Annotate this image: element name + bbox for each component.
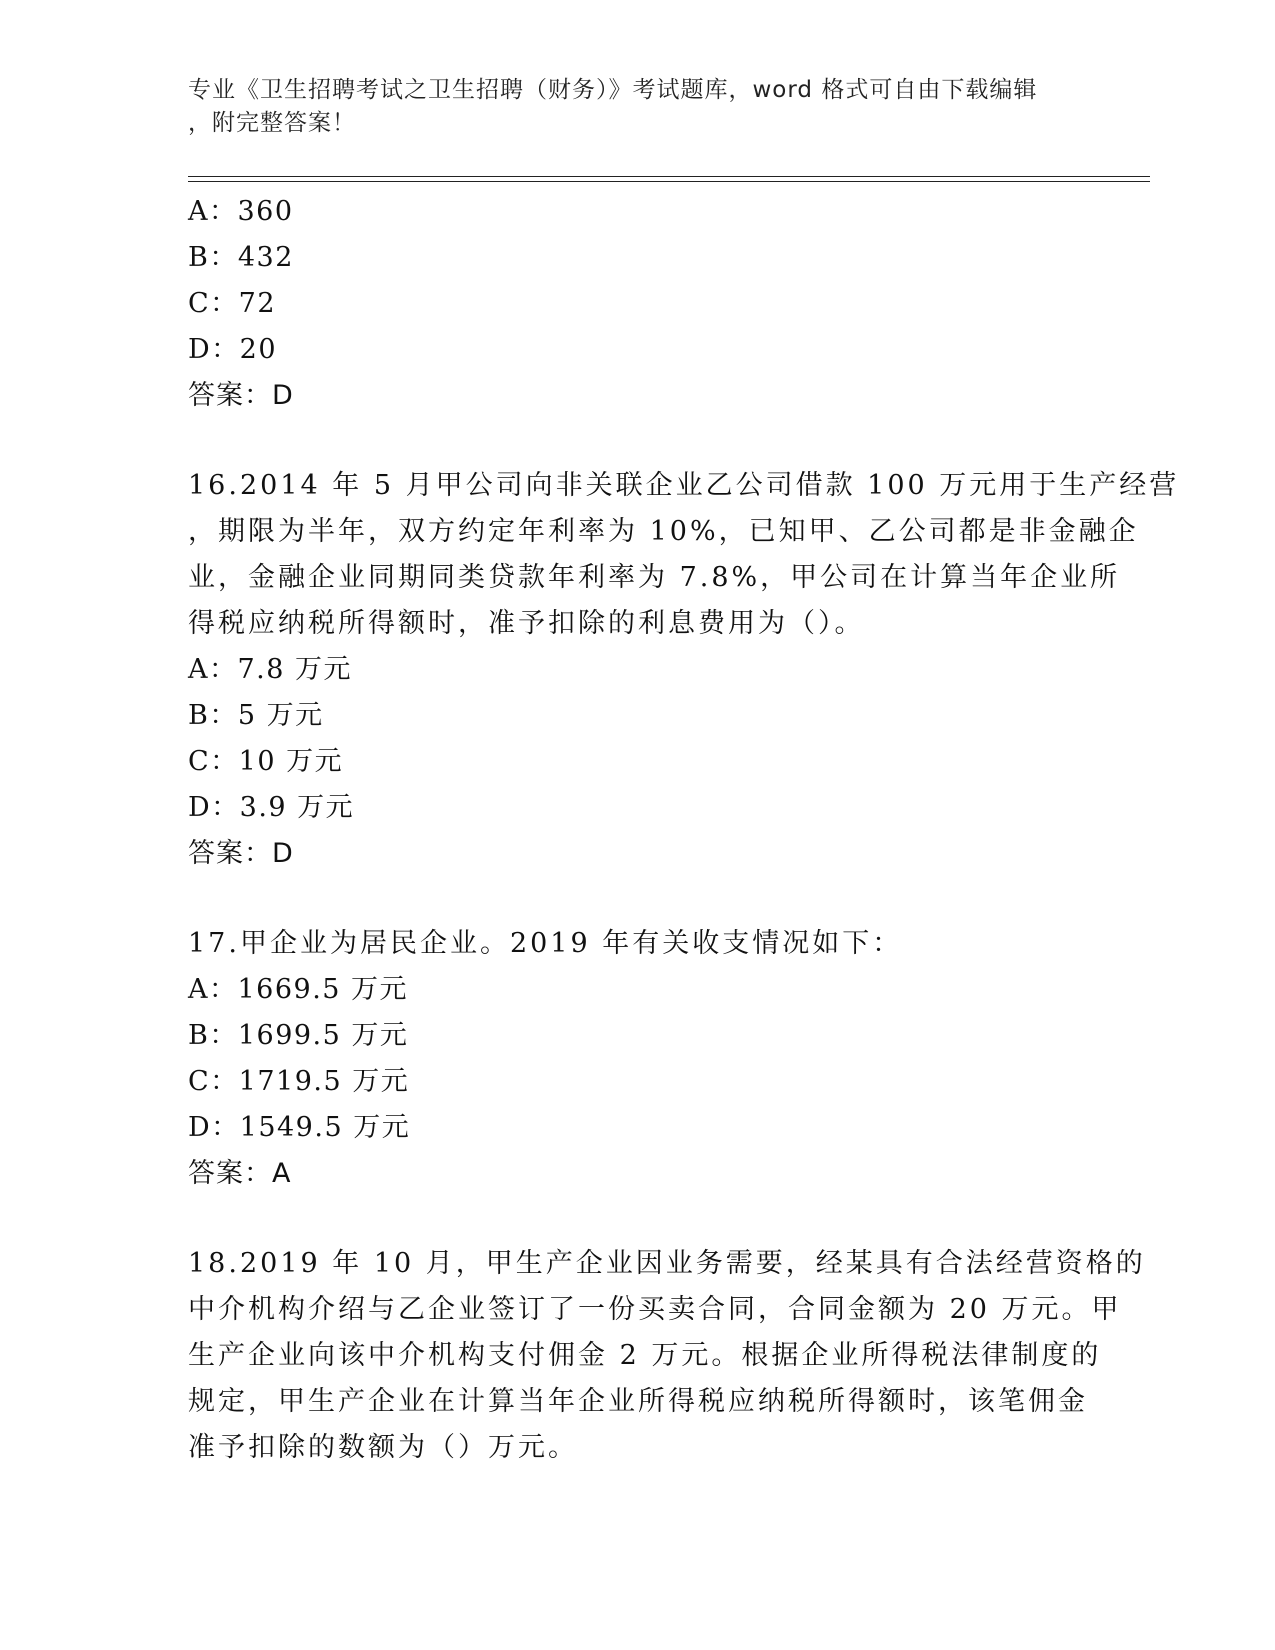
question-line: 规定，甲生产企业在计算当年企业所得税应纳税所得额时，该笔佣金 xyxy=(188,1386,1088,1417)
spacer xyxy=(188,419,1088,463)
answer: 答案：A xyxy=(188,1158,292,1189)
question-line: 业，金融企业同期同类贷款年利率为 7.8%，甲公司在计算当年企业所 xyxy=(188,562,1121,593)
question-line: 17.甲企业为居民企业。2019 年有关收支情况如下： xyxy=(188,928,903,959)
option-b: B：5 万元 xyxy=(188,700,324,731)
question-line: 生产企业向该中介机构支付佣金 2 万元。根据企业所得税法律制度的 xyxy=(188,1340,1102,1371)
option-d: D：20 xyxy=(188,334,278,365)
header-divider-bottom xyxy=(188,181,1150,182)
option-b: B：1699.5 万元 xyxy=(188,1020,409,1051)
option-d: D：3.9 万元 xyxy=(188,792,355,823)
header-line: 专业《卫生招聘考试之卫生招聘（财务）》考试题库，word 格式可自由下载编辑 xyxy=(188,77,1038,103)
option-c: C：1719.5 万元 xyxy=(188,1066,410,1097)
option-a: A：360 xyxy=(188,196,294,227)
option-a: A：1669.5 万元 xyxy=(188,974,409,1005)
question-stem xyxy=(188,1241,1146,1471)
question-line: 16.2014 年 5 月甲公司向非关联企业乙公司借款 100 万元用于生产经营 xyxy=(188,470,1180,501)
spacer xyxy=(188,1197,1088,1241)
question-15-continued xyxy=(188,189,1088,419)
spacer xyxy=(188,877,1088,921)
answer: 答案：D xyxy=(188,838,294,869)
question-18 xyxy=(188,1241,1146,1471)
question-list xyxy=(188,189,1180,1471)
question-stem xyxy=(188,463,1180,647)
option-d: D：1549.5 万元 xyxy=(188,1112,411,1143)
question-line: 得税应纳税所得额时，准予扣除的利息费用为（）。 xyxy=(188,608,865,639)
question-line: 准予扣除的数额为（）万元。 xyxy=(188,1432,578,1463)
option-c: C：72 xyxy=(188,288,277,319)
answer: 答案：D xyxy=(188,380,294,411)
question-line: ，期限为半年，双方约定年利率为 10%，已知甲、乙公司都是非金融企 xyxy=(188,516,1139,547)
option-c: C：10 万元 xyxy=(188,746,344,777)
option-b: B：432 xyxy=(188,242,294,273)
header-line: ，附完整答案！ xyxy=(188,110,356,136)
option-a: A：7.8 万元 xyxy=(188,654,353,685)
header-divider-top xyxy=(188,176,1150,177)
question-line: 18.2019 年 10 月，甲生产企业因业务需要，经某具有合法经营资格的 xyxy=(188,1248,1146,1279)
question-16 xyxy=(188,463,1180,877)
document-header xyxy=(188,74,1068,140)
question-stem xyxy=(188,921,1088,967)
question-line: 中介机构介绍与乙企业签订了一份买卖合同，合同金额为 20 万元。甲 xyxy=(188,1294,1122,1325)
question-17 xyxy=(188,921,1088,1197)
